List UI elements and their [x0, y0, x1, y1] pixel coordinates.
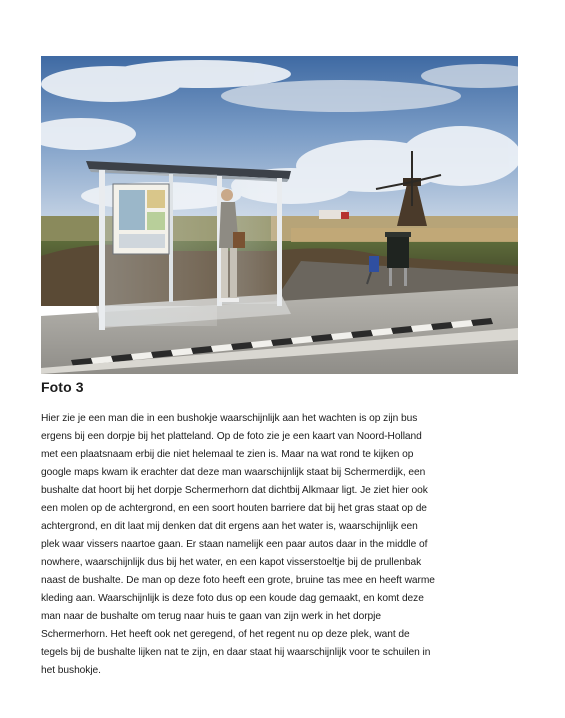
paragraph-line: google maps kwam ik erachter dat deze man waarschijnlijk staat bij Schermerdijk, een [41, 467, 426, 478]
paragraph-line: bushalte dat hoort bij het dorpje Schermerhorn dat dichtbij Alkmaar ligt. Je ziet hier ook [41, 485, 428, 496]
paragraph-line: nowhere, waarschijnlijk dus bij het water, en een kapot visserstoeltje bij de prullenbak [41, 557, 422, 568]
paragraph-line: het bushokje. [41, 665, 101, 676]
paragraph-line: man naar de bushalte om terug naar huis te gaan van zijn werk in het dorpje [41, 611, 382, 622]
paragraph-line: achtergrond, en dit laat mij denken dat dit ergens aan het water is, waarschijnlijk een [41, 521, 418, 532]
paragraph-line: Schermerhorn. Het heeft ook net geregend, of het regent nu op deze plek, want de [41, 629, 410, 640]
bus-stop-photo [41, 56, 518, 374]
paragraph-line: naast de bushalte. De man op deze foto heeft een grote, bruine tas mee en heeft warme [41, 575, 435, 586]
paragraph-line: Hier zie je een man die in een bushokje waarschijnlijk aan het wachten is op zijn bus [41, 413, 418, 424]
description-paragraph [41, 410, 526, 680]
paragraph-line: plek waar vissers naartoe gaan. Er staan namelijk een paar autos daar in the middle of [41, 539, 428, 550]
paragraph-line: met een plaatsnaam erbij die niet helemaal te zien is. Maar na wat rond te kijken op [41, 449, 414, 460]
paragraph-line: een molen op de achtergrond, en een soort houten barriere dat bij het gras staat op de [41, 503, 427, 514]
paragraph-line: kleding aan. Waarschijnlijk is deze foto dus op een koude dag gemaakt, en komt deze [41, 593, 424, 604]
paragraph-line: tegels bij de bushalte lijken nat te zijn, en daar staat hij waarschijnlijk voor te schuilen in [41, 647, 431, 658]
paragraph-line: ergens bij een dorpje bij het platteland. Op de foto zie je een kaart van Noord-Holland [41, 431, 422, 442]
figure-caption: Foto 3 [41, 379, 84, 395]
